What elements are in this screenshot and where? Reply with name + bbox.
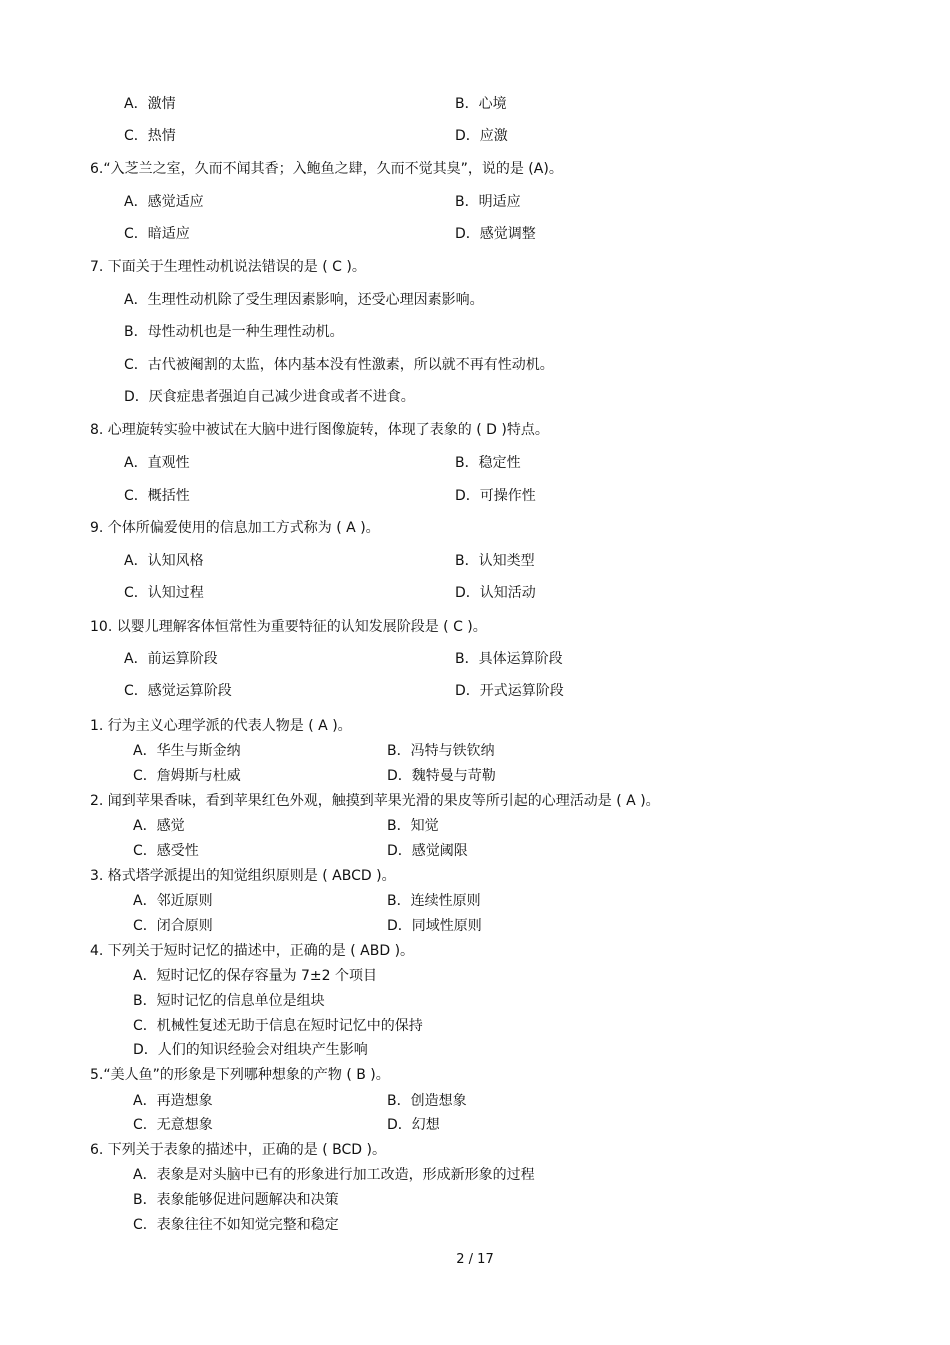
option-text: B．短时记忆的信息单位是组块 bbox=[133, 993, 325, 1009]
option-text: A．激情 bbox=[124, 96, 176, 112]
option-text: A．认知风格 bbox=[124, 553, 204, 569]
option-text: D．幻想 bbox=[387, 1117, 440, 1133]
question-text: 1. 行为主义心理学派的代表人物是 ( A )。 bbox=[90, 718, 352, 734]
question-text: 2. 闻到苹果香味，看到苹果红色外观，触摸到苹果光滑的果皮等所引起的心理活动是 ( A )。 bbox=[90, 793, 660, 809]
question-text: 6. 下列关于表象的描述中，正确的是 ( BCD )。 bbox=[90, 1142, 386, 1158]
option-text: A．邻近原则 bbox=[133, 893, 213, 909]
option-text: B．创造想象 bbox=[387, 1093, 467, 1109]
option-text: B．认知类型 bbox=[455, 553, 535, 569]
option-text: A．再造想象 bbox=[133, 1093, 213, 1109]
option-text: D．同域性原则 bbox=[387, 918, 482, 934]
question-text: 4. 下列关于短时记忆的描述中，正确的是 ( ABD )。 bbox=[90, 943, 415, 959]
question-text: 5.“美人鱼”的形象是下列哪种想象的产物 ( B )。 bbox=[90, 1067, 390, 1083]
option-text: D．人们的知识经验会对组块产生影响 bbox=[133, 1042, 368, 1058]
option-text: B．稳定性 bbox=[455, 455, 521, 471]
option-text: A．直观性 bbox=[124, 455, 190, 471]
option-text: A．前运算阶段 bbox=[124, 651, 218, 667]
option-text: D．应激 bbox=[455, 128, 508, 144]
option-text: A．生理性动机除了受生理因素影响，还受心理因素影响。 bbox=[124, 292, 484, 308]
option-text: C．感受性 bbox=[133, 843, 199, 859]
option-text: D．可操作性 bbox=[455, 488, 536, 504]
option-text: A．华生与斯金纳 bbox=[133, 743, 241, 759]
option-text: A．表象是对头脑中已有的形象进行加工改造，形成新形象的过程 bbox=[133, 1167, 535, 1183]
option-text: C．詹姆斯与杜威 bbox=[133, 768, 241, 784]
option-text: C．表象往往不如知觉完整和稳定 bbox=[133, 1217, 339, 1233]
question-text: 10. 以婴儿理解客体恒常性为重要特征的认知发展阶段是 ( C )。 bbox=[90, 619, 487, 635]
question-text: 8. 心理旋转实验中被试在大脑中进行图像旋转，体现了表象的 ( D )特点。 bbox=[90, 422, 549, 438]
option-text: C．闭合原则 bbox=[133, 918, 213, 934]
option-text: D．厌食症患者强迫自己减少进食或者不进食。 bbox=[124, 389, 415, 405]
option-text: D．魏特曼与苛勒 bbox=[387, 768, 496, 784]
option-text: D．开式运算阶段 bbox=[455, 683, 564, 699]
question-text: 7. 下面关于生理性动机说法错误的是 ( C )。 bbox=[90, 259, 366, 275]
option-text: B．连续性原则 bbox=[387, 893, 481, 909]
option-text: B．心境 bbox=[455, 96, 507, 112]
option-text: C．感觉运算阶段 bbox=[124, 683, 232, 699]
option-text: B．具体运算阶段 bbox=[455, 651, 563, 667]
option-text: C．暗适应 bbox=[124, 226, 190, 242]
option-text: B．明适应 bbox=[455, 194, 521, 210]
option-text: B．知觉 bbox=[387, 818, 439, 834]
option-text: B．表象能够促进问题解决和决策 bbox=[133, 1192, 339, 1208]
option-text: B．冯特与铁钦纳 bbox=[387, 743, 495, 759]
option-text: D．感觉阈限 bbox=[387, 843, 468, 859]
option-text: C．机械性复述无助于信息在短时记忆中的保持 bbox=[133, 1018, 423, 1034]
option-text: C．无意想象 bbox=[133, 1117, 213, 1133]
option-text: C．热情 bbox=[124, 128, 176, 144]
option-text: A．感觉适应 bbox=[124, 194, 204, 210]
option-text: D．感觉调整 bbox=[455, 226, 536, 242]
question-text: 3. 格式塔学派提出的知觉组织原则是 ( ABCD )。 bbox=[90, 868, 396, 884]
option-text: C．古代被阉割的太监，体内基本没有性激素，所以就不再有性动机。 bbox=[124, 357, 554, 373]
option-text: C．认知过程 bbox=[124, 585, 204, 601]
page-number: 2 / 17 bbox=[456, 1252, 494, 1267]
question-text: 6.“入芝兰之室，久而不闻其香；入鲍鱼之肆，久而不觉其臭”，说的是 (A)。 bbox=[90, 161, 563, 177]
question-text: 9. 个体所偏爱使用的信息加工方式称为 ( A )。 bbox=[90, 520, 380, 536]
option-text: A．感觉 bbox=[133, 818, 185, 834]
option-text: A．短时记忆的保存容量为 7±2 个项目 bbox=[133, 968, 378, 984]
option-text: D．认知活动 bbox=[455, 585, 536, 601]
option-text: B．母性动机也是一种生理性动机。 bbox=[124, 324, 344, 340]
option-text: C．概括性 bbox=[124, 488, 190, 504]
